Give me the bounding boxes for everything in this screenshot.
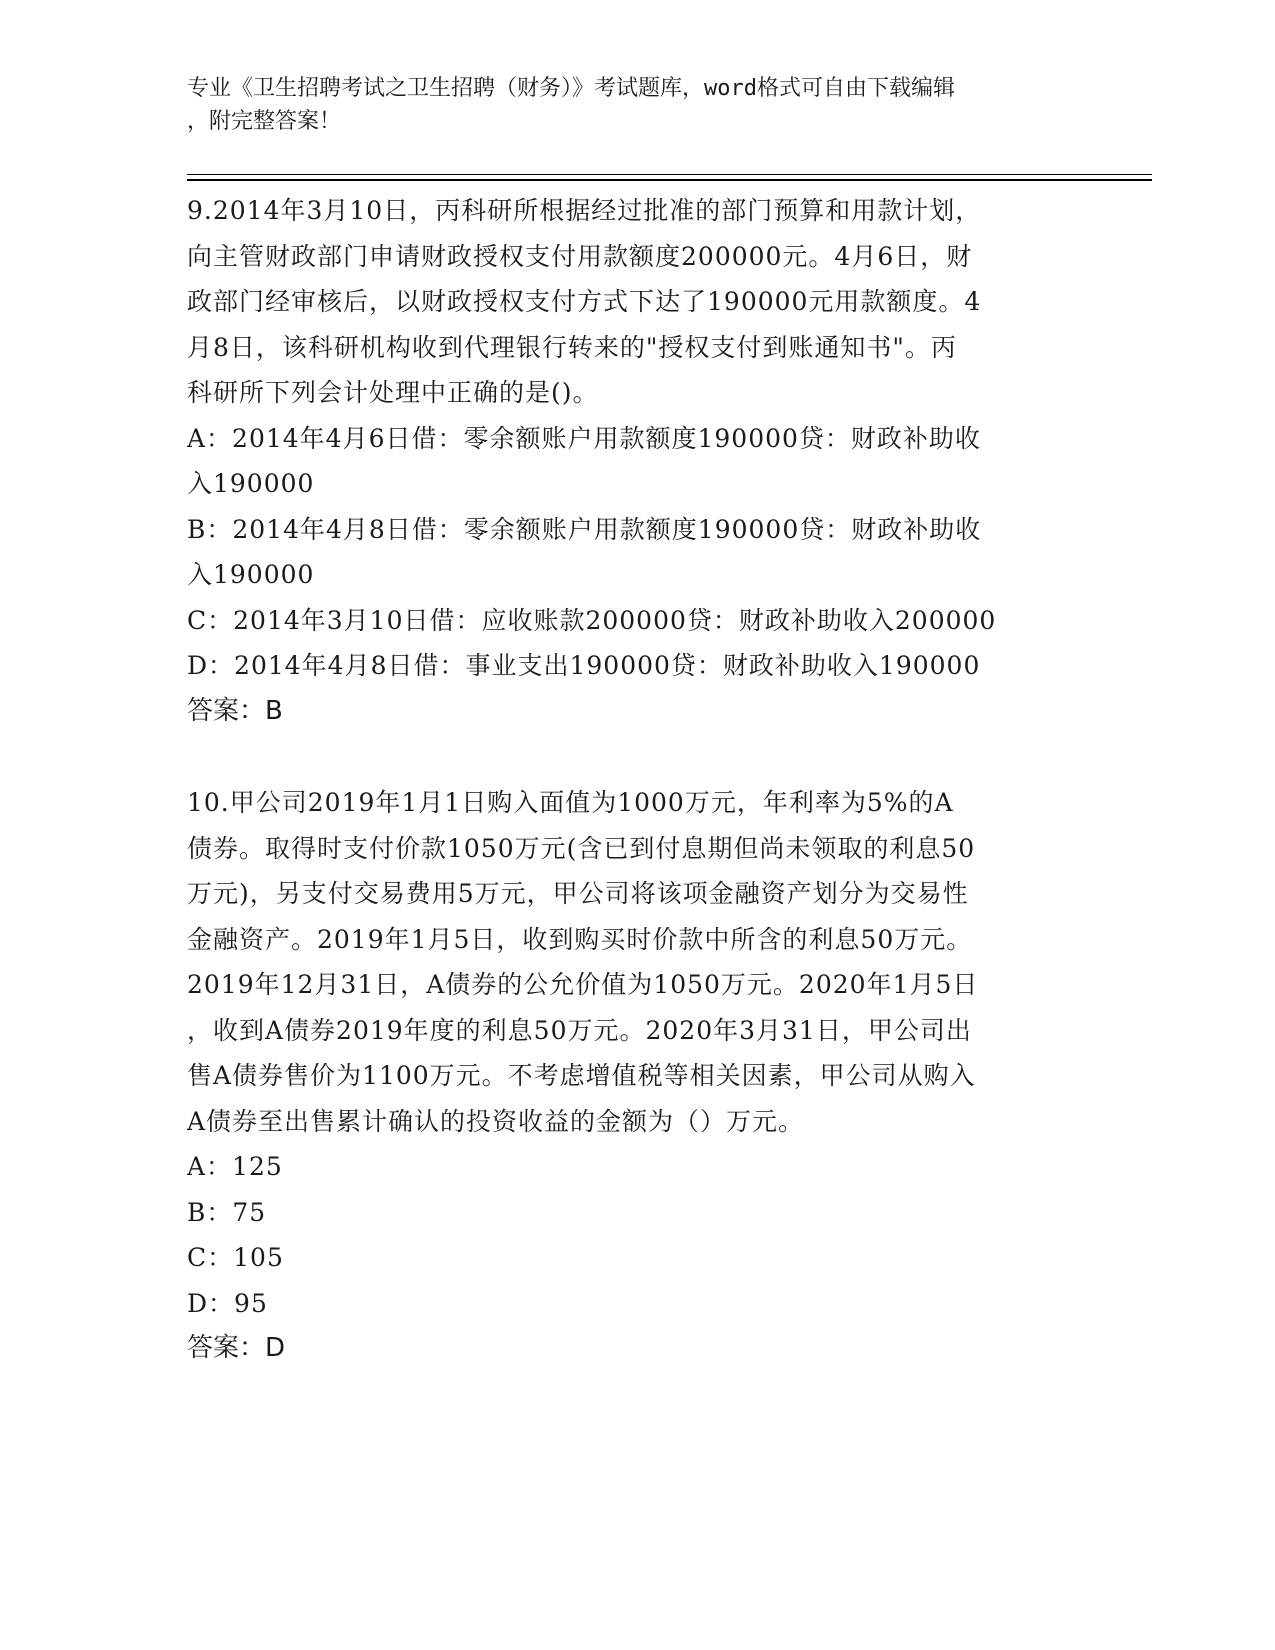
question-stem-line: 售A债券售价为1100万元。不考虑增值税等相关因素，甲公司从购入 <box>187 1061 976 1090</box>
question-stem-line: 月8日，该科研机构收到代理银行转来的"授权支付到账通知书"。丙 <box>187 332 957 362</box>
question-10 <box>187 780 1087 1372</box>
option-c: C：2014年3月10日借：应收账款200000贷：财政补助收入200000 <box>187 605 997 635</box>
option-b: B：2014年4月8日借：零余额账户用款额度190000贷：财政补助收 <box>187 514 982 544</box>
question-stem-line: A债券至出售累计确认的投资收益的金额为（）万元。 <box>187 1106 805 1136</box>
answer-line: 答案：D <box>187 1333 286 1363</box>
header-line: ，附完整答案！ <box>187 109 342 134</box>
document-header <box>187 72 1067 138</box>
answer-line: 答案：B <box>187 695 283 726</box>
option-a-continued: 入190000 <box>187 469 315 498</box>
question-stem-line: 向主管财政部门申请财政授权支付用款额度200000元。4月6日，财 <box>187 241 973 271</box>
option-b-continued: 入190000 <box>187 560 315 589</box>
question-9 <box>187 188 1087 734</box>
question-stem-line: 2019年12月31日，A债券的公允价值为1050万元。2020年1月5日 <box>187 970 979 999</box>
option-b: B：75 <box>187 1197 267 1227</box>
question-stem-line: 政部门经审核后，以财政授权支付方式下达了190000元用款额度。4 <box>187 287 982 316</box>
header-divider-thick <box>187 179 1152 181</box>
option-c: C：105 <box>187 1243 284 1272</box>
question-stem-line: ，收到A债券2019年度的利息50万元。2020年3月31日，甲公司出 <box>187 1015 972 1045</box>
header-divider-thin <box>187 174 1152 175</box>
header-line: 专业《卫生招聘考试之卫生招聘（财务）》考试题库，word格式可自由下载编辑 <box>187 76 955 101</box>
question-stem-line: 万元)，另支付交易费用5万元，甲公司将该项金融资产划分为交易性 <box>187 879 969 908</box>
option-d: D：95 <box>187 1288 268 1318</box>
option-a: A：2014年4月6日借：零余额账户用款额度190000贷：财政补助收 <box>187 423 981 453</box>
question-stem-line: 金融资产。2019年1月5日，收到购买时价款中所含的利息50万元。 <box>187 924 973 954</box>
question-stem-line: 10.甲公司2019年1月1日购入面值为1000万元，年利率为5%的A <box>187 788 954 817</box>
option-a: A：125 <box>187 1152 283 1181</box>
question-stem-line: 9.2014年3月10日，丙科研所根据经过批准的部门预算和用款计划， <box>187 196 982 225</box>
question-stem-line: 科研所下列会计处理中正确的是()。 <box>187 378 599 407</box>
question-stem-line: 债券。取得时支付价款1050万元(含已到付息期但尚未领取的利息50 <box>187 833 976 863</box>
option-d: D：2014年4月8日借：事业支出190000贷：财政补助收入190000 <box>187 651 981 680</box>
